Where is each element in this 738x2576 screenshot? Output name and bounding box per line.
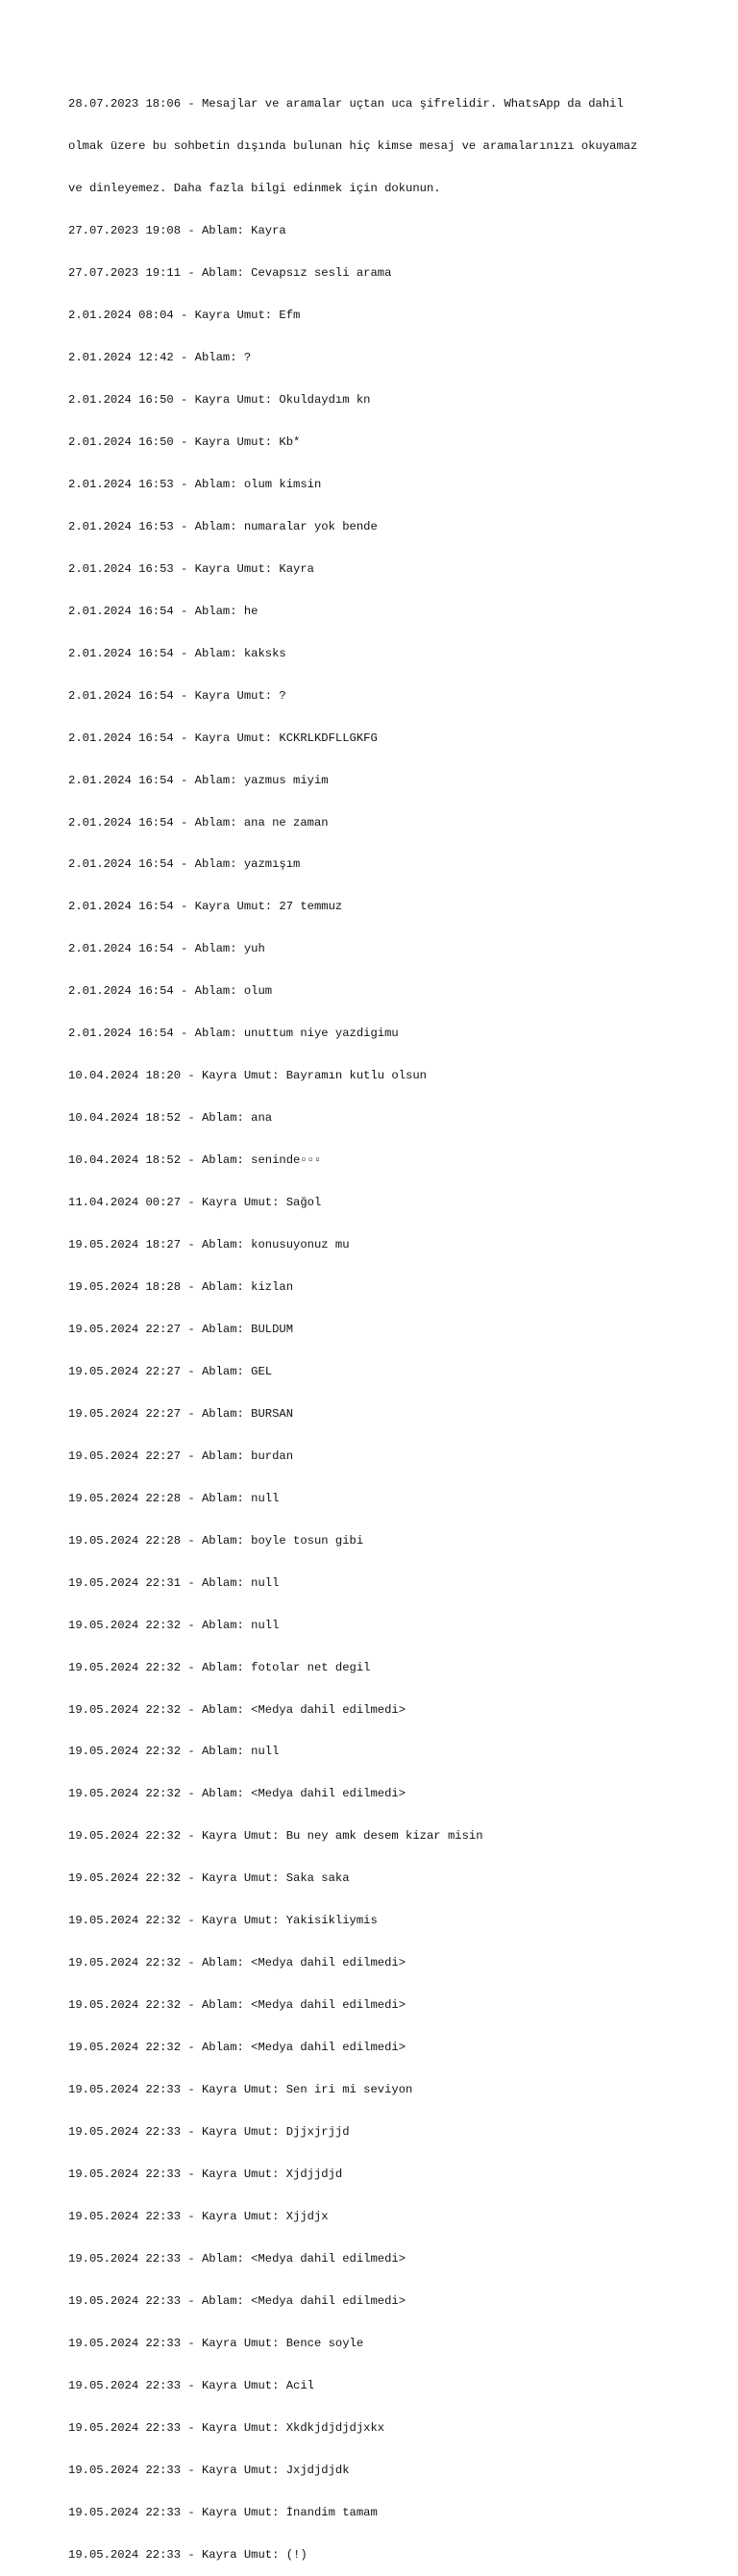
message-line: 19.05.2024 22:27 - Ablam: BURSAN [68,1406,294,1421]
message-line: 19.05.2024 22:33 - Kayra Umut: (!) [68,2547,308,2562]
message-line: 2.01.2024 16:54 - Ablam: yazmışım [68,857,301,872]
message-line: 19.05.2024 18:28 - Ablam: kizlan [68,1280,294,1294]
message-line: 2.01.2024 16:54 - Kayra Umut: ? [68,688,286,703]
message-line: 19.05.2024 22:31 - Ablam: null [68,1575,280,1590]
message-line: 2.01.2024 16:54 - Ablam: he [68,604,258,618]
message-line: 27.07.2023 19:11 - Ablam: Cevapsız sesli arama [68,266,392,281]
message-line: 2.01.2024 08:04 - Kayra Umut: Efm [68,309,301,323]
message-line: 2.01.2024 16:54 - Kayra Umut: 27 temmuz [68,900,343,914]
message-line: 2.01.2024 12:42 - Ablam: ? [68,351,252,365]
message-line: 19.05.2024 22:32 - Kayra Umut: Bu ney amk desem kizar misin [68,1829,483,1844]
message-line: 2.01.2024 16:54 - Ablam: olum [68,984,273,999]
message-line: 19.05.2024 22:32 - Ablam: <Medya dahil edilmedi> [68,1787,406,1801]
message-line: 19.05.2024 22:32 - Ablam: <Medya dahil edilmedi> [68,1956,406,1970]
intro-line-3: ve dinleyemez. Daha fazla bilgi edinmek için dokunun. [68,182,441,196]
message-line: 2.01.2024 16:54 - Ablam: unuttum niye yazdigimu [68,1027,399,1041]
message-line: 19.05.2024 22:33 - Ablam: <Medya dahil edilmedi> [68,2251,406,2266]
message-line: 19.05.2024 22:33 - Kayra Umut: Sen iri mi seviyon [68,2083,413,2097]
message-line: 2.01.2024 16:54 - Ablam: yuh [68,942,265,956]
message-line: 19.05.2024 22:33 - Kayra Umut: Acil [68,2378,314,2392]
message-line: 2.01.2024 16:50 - Kayra Umut: Kb* [68,434,301,449]
intro-line-1: 28.07.2023 18:06 - Mesajlar ve aramalar uçtan uca şifrelidir. WhatsApp da dahil [68,97,624,111]
message-line: 19.05.2024 22:27 - Ablam: GEL [68,1364,273,1378]
message-line: 19.05.2024 22:27 - Ablam: BULDUM [68,1322,294,1336]
message-line: 27.07.2023 19:08 - Ablam: Kayra [68,224,286,238]
message-line: 19.05.2024 22:32 - Ablam: fotolar net degil [68,1660,371,1674]
message-line: 19.05.2024 22:32 - Kayra Umut: Saka saka [68,1871,350,1886]
message-line: 19.05.2024 22:32 - Ablam: <Medya dahil edilmedi> [68,2041,406,2055]
message-line: 10.04.2024 18:20 - Kayra Umut: Bayramın kutlu olsun [68,1069,427,1083]
message-line: 2.01.2024 16:50 - Kayra Umut: Okuldaydım kn [68,392,371,407]
message-line: 19.05.2024 22:33 - Kayra Umut: Xkdkjdjdjdjxkx [68,2420,385,2435]
message-line: 19.05.2024 22:33 - Ablam: <Medya dahil edilmedi> [68,2293,406,2308]
message-line: 19.05.2024 22:33 - Kayra Umut: Djjxjrjjd [68,2125,350,2140]
message-line: 2.01.2024 16:54 - Ablam: ana ne zaman [68,815,329,830]
chat-export-text [68,69,702,2576]
message-line: 19.05.2024 18:27 - Ablam: konusuyonuz mu [68,1238,350,1252]
message-line: 19.05.2024 22:33 - Kayra Umut: Jxjdjdjdk [68,2463,350,2477]
message-line: 19.05.2024 22:32 - Ablam: <Medya dahil edilmedi> [68,1998,406,2013]
message-line: 10.04.2024 18:52 - Ablam: seninde▫▫▫ [68,1153,322,1168]
message-line: 19.05.2024 22:32 - Ablam: null [68,1618,280,1632]
message-line: 19.05.2024 22:28 - Ablam: null [68,1491,280,1505]
message-line: 10.04.2024 18:52 - Ablam: ana [68,1111,273,1126]
message-line: 2.01.2024 16:54 - Ablam: yazmus miyim [68,773,329,787]
message-line: 11.04.2024 00:27 - Kayra Umut: Sağol [68,1196,322,1210]
message-line: 2.01.2024 16:54 - Ablam: kaksks [68,646,286,660]
message-line: 19.05.2024 22:27 - Ablam: burdan [68,1449,294,1463]
message-line: 19.05.2024 22:33 - Kayra Umut: Bence soyle [68,2336,364,2350]
intro-line-2: olmak üzere bu sohbetin dışında bulunan hiç kimse mesaj ve aramalarınızı okuyamaz [68,139,638,154]
message-line: 19.05.2024 22:33 - Kayra Umut: İnandim tamam [68,2505,378,2519]
message-line: 2.01.2024 16:53 - Ablam: numaralar yok bende [68,519,378,533]
message-line: 19.05.2024 22:32 - Ablam: <Medya dahil edilmedi> [68,1702,406,1717]
message-line: 2.01.2024 16:54 - Kayra Umut: KCKRLKDFLLGKFG [68,731,378,745]
message-line: 19.05.2024 22:32 - Kayra Umut: Yakisikliymis [68,1914,378,1928]
message-line: 19.05.2024 22:33 - Kayra Umut: Xjdjjdjd [68,2167,343,2182]
message-line: 19.05.2024 22:32 - Ablam: null [68,1745,280,1759]
message-line: 19.05.2024 22:33 - Kayra Umut: Xjjdjx [68,2209,329,2223]
message-line: 19.05.2024 22:28 - Ablam: boyle tosun gibi [68,1533,364,1548]
message-line: 2.01.2024 16:53 - Kayra Umut: Kayra [68,561,314,576]
message-line: 2.01.2024 16:53 - Ablam: olum kimsin [68,477,322,491]
